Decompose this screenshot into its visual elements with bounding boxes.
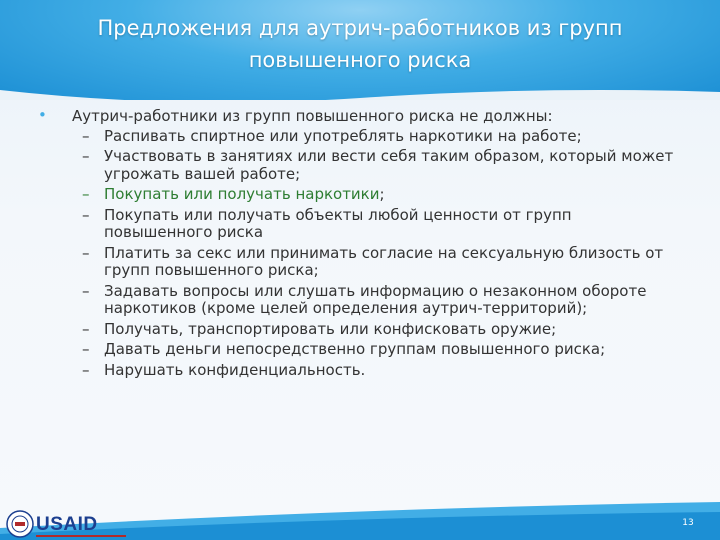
bullet-lead-text: Аутрич-работники из групп повышенного риска не должны: — [72, 107, 553, 125]
list-item-text-suffix: ; — [379, 185, 385, 203]
list-item-text-highlight: Покупать или получать наркотики — [104, 185, 380, 203]
list-item — [82, 147, 676, 183]
dash-icon: – — [82, 147, 90, 165]
page-number: 13 — [682, 518, 694, 528]
dash-icon: – — [82, 281, 90, 300]
usaid-logo-underline — [36, 535, 126, 537]
list-item — [82, 319, 676, 339]
dash-icon: – — [82, 243, 90, 262]
list-item — [82, 360, 676, 380]
list-item-text: Задавать вопросы или слушать информацию о незаконном обороте наркотиков (кроме целей определения аутрич-территорий); — [104, 281, 647, 317]
slide-title — [40, 12, 680, 76]
usaid-logo-text: USAID — [36, 514, 98, 535]
list-item — [82, 205, 676, 242]
list-item-text: Покупать или получать объекты любой ценности от групп повышенного риска — [104, 205, 572, 241]
list-item-text: Давать деньги непосредственно группам повышенного риска; — [104, 340, 606, 358]
list-item-text: Участвовать в занятиях или вести себя таким образом, который может угрожать вашей работе; — [104, 147, 674, 183]
list-item — [82, 340, 676, 359]
dash-icon: – — [82, 126, 90, 145]
list-item — [82, 185, 676, 204]
list-item — [82, 126, 676, 146]
list-item-text: Получать, транспортировать или конфисковать оружие; — [104, 319, 557, 338]
usaid-logo — [4, 508, 134, 540]
dash-icon: – — [82, 185, 90, 203]
dash-icon: – — [82, 319, 90, 338]
dash-icon: – — [82, 205, 90, 224]
bullet-lead — [36, 108, 676, 126]
dash-icon: – — [82, 340, 90, 358]
slide-content — [36, 108, 676, 382]
slide-title-line2: повышенного риска — [248, 48, 472, 72]
list-item-text: Распивать спиртное или употреблять наркотики на работе; — [104, 126, 582, 145]
list-item-text: Нарушать конфиденциальность. — [104, 360, 366, 379]
dash-icon: – — [82, 360, 90, 379]
slide-header — [0, 0, 720, 100]
list-item — [82, 243, 676, 280]
bullet-icon: • — [38, 106, 47, 124]
list-item — [82, 281, 676, 318]
slide-title-line1: Предложения для аутрич-работников из групп — [97, 16, 623, 40]
usaid-logo-icon — [6, 510, 34, 538]
list-item-text: Платить за секс или принимать согласие на сексуальную близость от групп повышенного риска; — [104, 243, 664, 279]
sub-list — [36, 128, 676, 380]
